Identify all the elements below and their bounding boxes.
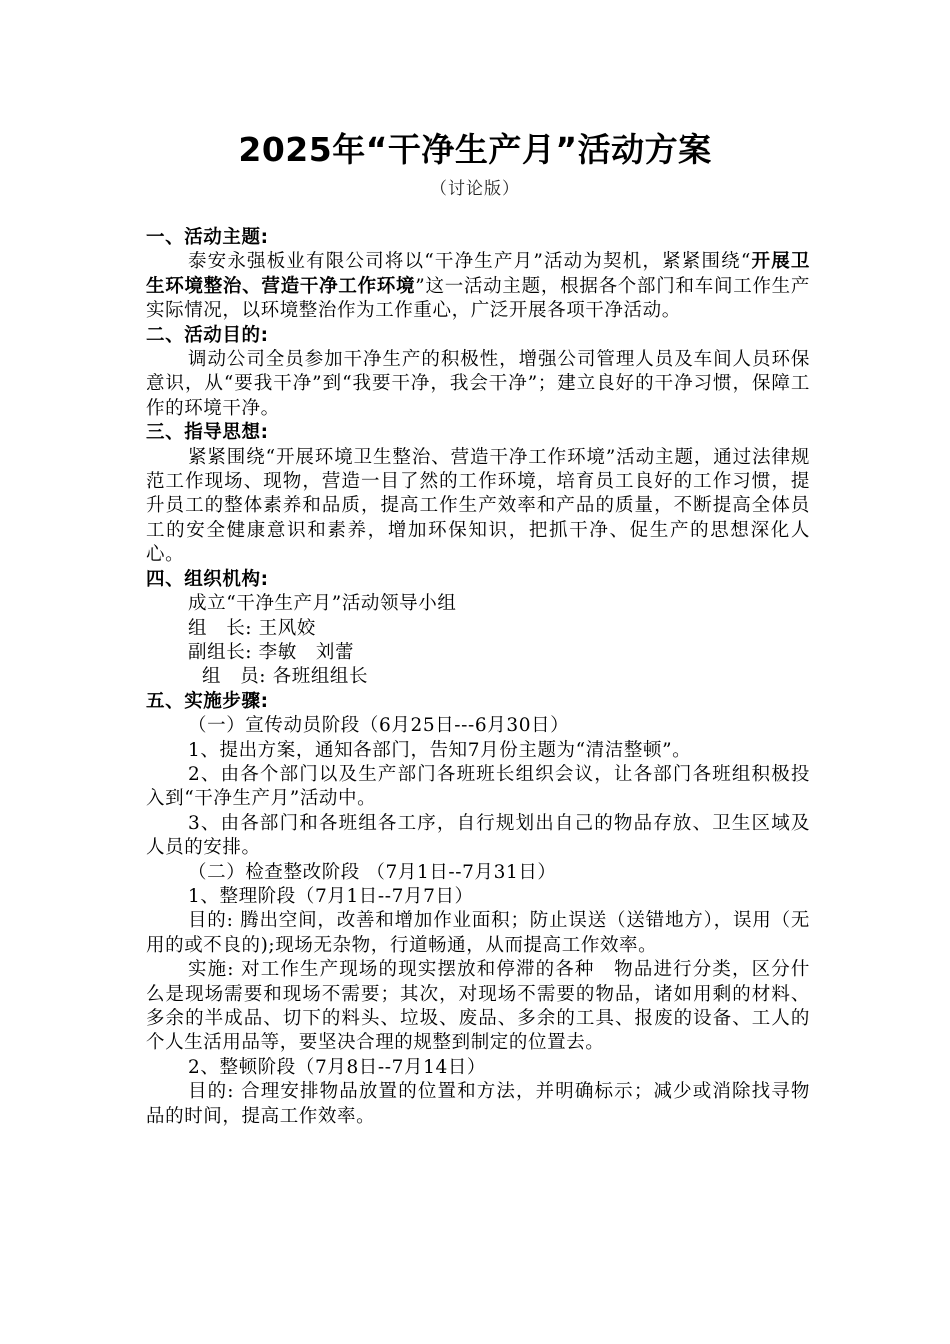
step-sort-goal: 目的: 腾出空间，改善和增加作业面积；防止误送（送错地方），误用（无用的或不良的);现场无杂物，行道畅通，从而提高工作效率。 — [146, 910, 810, 956]
theme-text-bold: 开展卫生环境整治、营造干净工作环境 — [146, 251, 810, 297]
org-line-group: 成立“干净生产月”活动领导小组 — [188, 593, 457, 615]
section-heading-theme: 一、活动主题: — [146, 227, 269, 248]
org-line-leader: 组 长: 王风姣 — [188, 617, 316, 639]
step-sort-implementation: 实施: 对工作生产现场的现实摆放和停滞的各种 物品进行分类，区分什么是现场需要和现场不需要；其次，对现场不需要的物品，诸如用剩的材料、多余的半成品、切下的料头、垃圾、废品、多余的工具、报废的设备、工人的个人生活用品等，要坚决合理的规整到制定的位置去。 — [146, 959, 810, 1054]
step-paragraph-1: 1、提出方案，通知各部门，告知7月份主题为“清洁整顿”。 — [188, 739, 692, 761]
section-heading-steps: 五、实施步骤: — [146, 690, 269, 712]
step-arrange-goal: 目的: 合理安排物品放置的位置和方法，并明确标示；减少或消除找寻物品的时间，提高工作效率。 — [146, 1081, 810, 1127]
purpose-paragraph: 调动公司全员参加干净生产的积极性，增强公司管理人员及车间人员环保意识，从“要我干净”到“我要干净，我会干净”；建立良好的干净习惯，保障工作的环境干净。 — [146, 349, 810, 419]
org-line-members: 组 员: 各班组组长 — [202, 666, 369, 688]
section-heading-organization: 四、组织机构: — [146, 568, 269, 590]
section-heading-guiding: 三、指导思想: — [146, 422, 269, 444]
document-title: 2025年“干净生产月”活动方案 — [238, 130, 712, 169]
guiding-paragraph: 紧紧围绕“开展环境卫生整治、营造干净工作环境”活动主题，通过法律规范工作现场、现物，营造一目了然的工作环境，培育员工良好的工作习惯，提升员工的整体素养和品质，提高工作生产效率和产品的质量，不断提高全体员工的安全健康意识和素养，增加环保知识，把抓干净、促生产的思想深化人心。 — [146, 446, 810, 566]
theme-text-part1: 泰安永强板业有限公司将以“干净生产月”活动为契机，紧紧围绕“ — [188, 251, 751, 273]
phase-inspection: （二）检查整改阶段 （7月1日--7月31日） — [188, 861, 557, 883]
document-subtitle: （讨论版） — [430, 179, 520, 199]
theme-text-part2: ”这一活动主题，根据各个部门和车间工作生产实际情况，以环境整治作为工作重心，广泛开展各项干净活动。 — [146, 275, 811, 322]
theme-paragraph — [146, 250, 810, 323]
org-line-deputy: 副组长: 李敏 刘蕾 — [188, 641, 355, 663]
step-arrange-heading: 2、整顿阶段（7月8日--7月14日） — [188, 1056, 487, 1078]
step-sort-heading: 1、整理阶段（7月1日--7月7日） — [188, 885, 474, 907]
document-body — [146, 226, 810, 1129]
phase-publicity: （一）宣传动员阶段（6月25日---6月30日） — [188, 715, 570, 737]
step-paragraph-3: 3、由各部门和各班组各工序，自行规划出自己的物品存放、卫生区域及人员的安排。 — [146, 812, 810, 859]
step-paragraph-2: 2、由各个部门以及生产部门各班班长组织会议，让各部门各班组积极投入到“干净生产月”活动中。 — [146, 763, 810, 810]
section-heading-purpose: 二、活动目的: — [146, 324, 269, 346]
